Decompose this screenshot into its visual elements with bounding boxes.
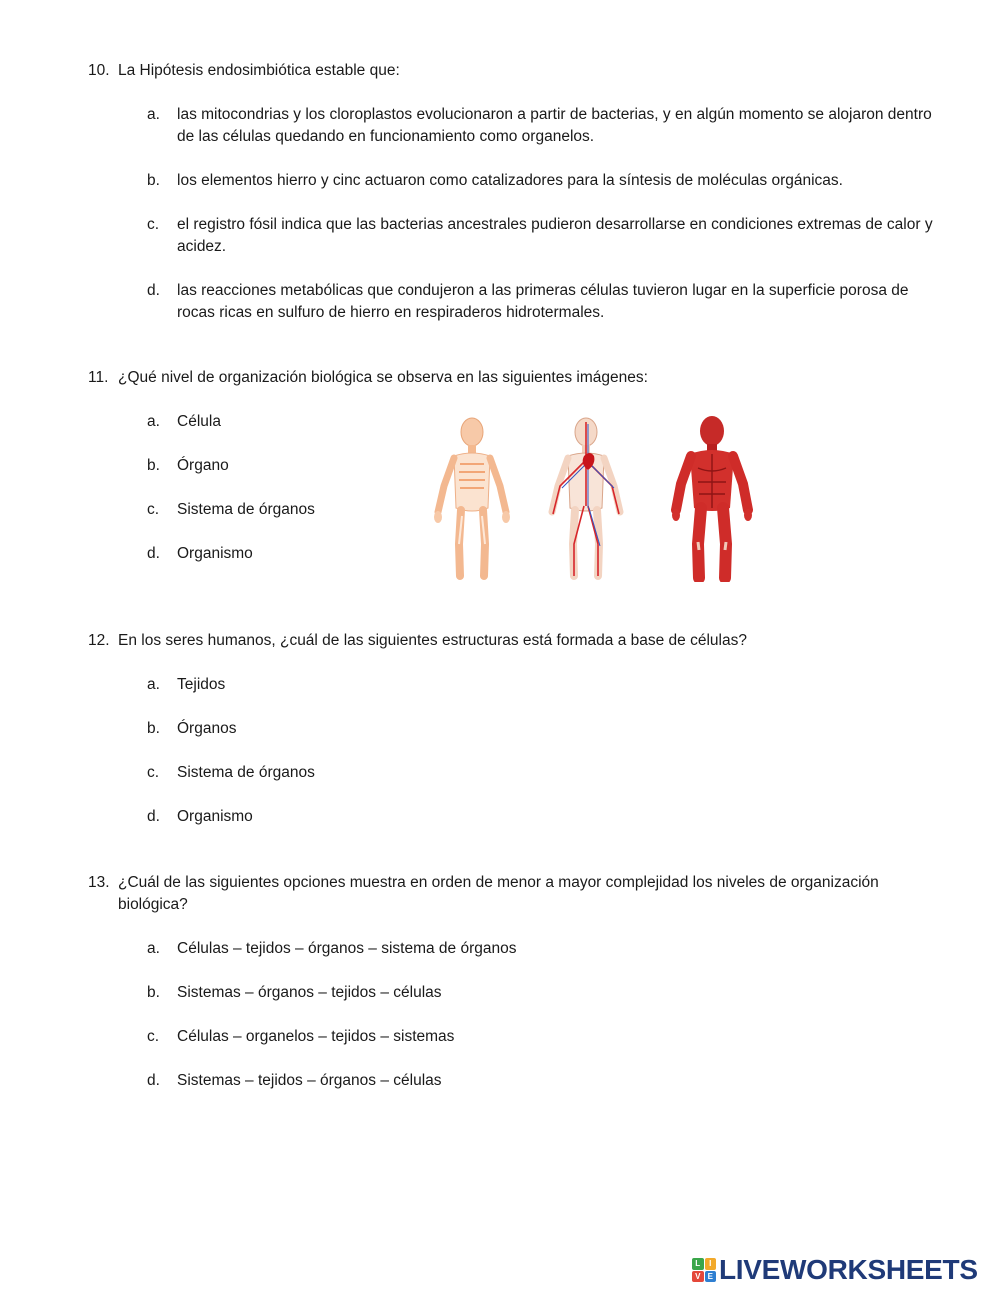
option-text: Células – organelos – tejidos – sistemas bbox=[177, 1028, 455, 1045]
option-letter: a. bbox=[147, 106, 160, 123]
option-letter: d. bbox=[147, 1072, 160, 1089]
question-number: 10. bbox=[88, 62, 110, 79]
option-10-a[interactable] bbox=[147, 104, 947, 148]
question-text: ¿Qué nivel de organización biológica se observa en las siguientes imágenes: bbox=[118, 369, 648, 386]
question-number: 11. bbox=[88, 369, 109, 386]
option-text: Células – tejidos – órganos – sistema de órganos bbox=[177, 940, 517, 957]
option-13-b[interactable] bbox=[147, 982, 947, 1004]
muscular-system-icon bbox=[672, 416, 752, 578]
option-text: los elementos hierro y cinc actuaron como catalizadores para la síntesis de moléculas orgánicas. bbox=[177, 172, 843, 189]
question-11 bbox=[88, 367, 948, 389]
question-13 bbox=[88, 872, 948, 916]
question-text: ¿Cuál de las siguientes opciones muestra en orden de menor a mayor complejidad los niveles de organización biológica? bbox=[118, 874, 879, 913]
option-letter: c. bbox=[147, 501, 160, 518]
option-text: el registro fósil indica que las bacterias ancestrales pudieron desarrollarse en condiciones extremas de calor y acidez. bbox=[177, 216, 933, 255]
option-text: Organismo bbox=[177, 808, 253, 825]
option-10-c[interactable] bbox=[147, 214, 947, 258]
option-12-a[interactable] bbox=[147, 674, 947, 696]
option-text: Órganos bbox=[177, 720, 237, 737]
question-12 bbox=[88, 630, 948, 652]
option-13-a[interactable] bbox=[147, 938, 947, 960]
option-text: Sistema de órganos bbox=[177, 764, 315, 781]
option-13-d[interactable] bbox=[147, 1070, 947, 1092]
option-letter: d. bbox=[147, 545, 160, 562]
logo-text: LIVEWORKSHEETS bbox=[719, 1254, 978, 1285]
option-letter: d. bbox=[147, 282, 160, 299]
option-letter: a. bbox=[147, 676, 160, 693]
option-letter: b. bbox=[147, 720, 160, 737]
option-letter: a. bbox=[147, 940, 160, 957]
question-10 bbox=[88, 60, 948, 82]
option-10-b[interactable] bbox=[147, 170, 947, 192]
option-12-c[interactable] bbox=[147, 762, 947, 784]
option-letter: c. bbox=[147, 216, 160, 233]
option-13-c[interactable] bbox=[147, 1026, 947, 1048]
question-text: En los seres humanos, ¿cuál de las siguientes estructuras está formada a base de células? bbox=[118, 632, 747, 649]
option-text: Célula bbox=[177, 413, 221, 430]
option-letter: c. bbox=[147, 764, 160, 781]
option-letter: c. bbox=[147, 1028, 160, 1045]
option-letter: d. bbox=[147, 808, 160, 825]
question-number: 13. bbox=[88, 874, 110, 891]
option-11-b[interactable] bbox=[147, 455, 367, 477]
option-11-d[interactable] bbox=[147, 543, 367, 565]
liveworksheets-logo bbox=[692, 1254, 978, 1286]
option-text: Sistemas – órganos – tejidos – células bbox=[177, 984, 442, 1001]
option-text: Tejidos bbox=[177, 676, 226, 693]
option-letter: b. bbox=[147, 172, 160, 189]
option-text: Sistemas – tejidos – órganos – células bbox=[177, 1072, 442, 1089]
option-10-d[interactable] bbox=[147, 280, 947, 324]
logo-mark-icon: L I V E bbox=[692, 1258, 716, 1282]
option-text: las mitocondrias y los cloroplastos evolucionaron a partir de bacterias, y en algún momento se alojaron dentro de las células quedando en funcionamiento como organelos. bbox=[177, 106, 932, 145]
option-text: las reacciones metabólicas que condujeron a las primeras células tuvieron lugar en la superficie porosa de rocas ricas en sulfuro de hierro en respiraderos hidrotermales. bbox=[177, 282, 909, 321]
option-text: Órgano bbox=[177, 457, 229, 474]
question-text: La Hipótesis endosimbiótica estable que: bbox=[118, 62, 400, 79]
skeletal-system-icon bbox=[434, 418, 510, 576]
option-12-d[interactable] bbox=[147, 806, 947, 828]
option-11-a[interactable] bbox=[147, 411, 367, 433]
option-letter: a. bbox=[147, 413, 160, 430]
body-systems-figure bbox=[370, 408, 810, 582]
question-number: 12. bbox=[88, 632, 110, 649]
option-11-c[interactable] bbox=[147, 499, 367, 521]
option-text: Organismo bbox=[177, 545, 253, 562]
option-text: Sistema de órganos bbox=[177, 501, 315, 518]
option-letter: b. bbox=[147, 457, 160, 474]
option-12-b[interactable] bbox=[147, 718, 947, 740]
option-letter: b. bbox=[147, 984, 160, 1001]
circulatory-system-icon bbox=[552, 418, 620, 576]
